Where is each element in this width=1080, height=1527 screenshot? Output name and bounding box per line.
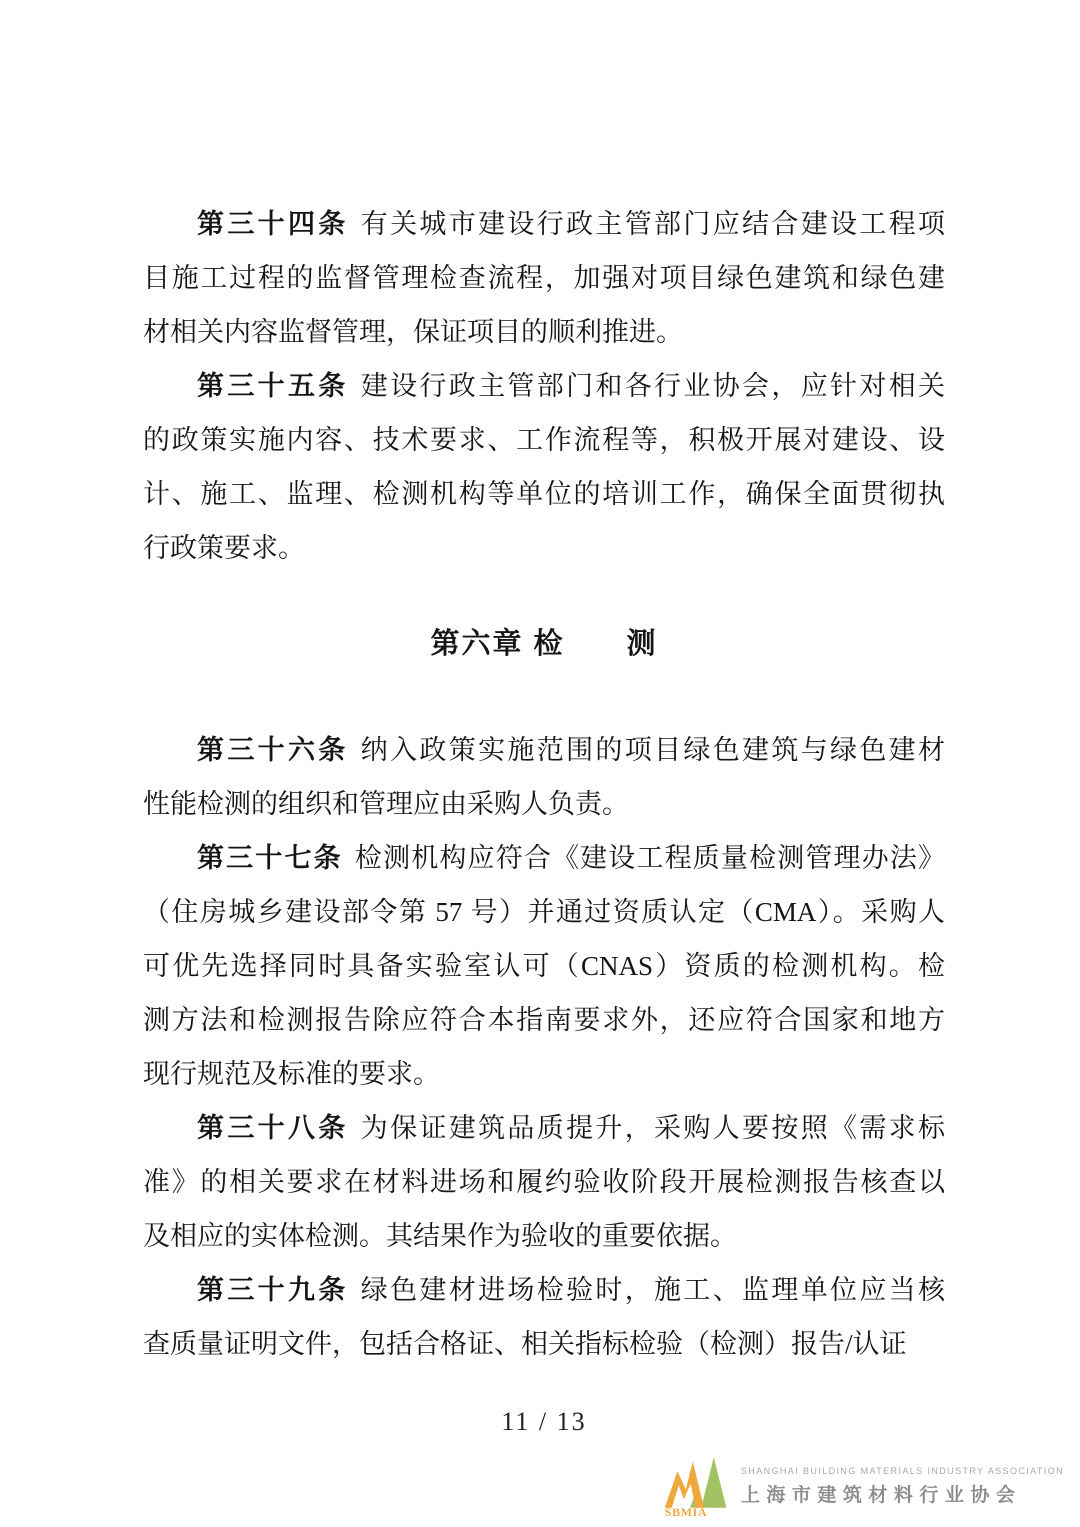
text-line: 性能检测的组织和管理应由采购人负责。 bbox=[143, 789, 629, 819]
text-line: 的政策实施内容、技术要求、工作流程等，积极开展对建设、设 bbox=[143, 425, 945, 455]
text-span: 检测机构应符合《建设工程质量检测管理办法》 bbox=[354, 843, 945, 873]
association-name-en: SHANGHAI BUILDING MATERIALS INDUSTRY ASSOCIATION bbox=[740, 1465, 1064, 1476]
text-line: 行政策要求。 bbox=[143, 533, 305, 563]
article-36-paragraph bbox=[143, 723, 945, 831]
text-line: 计、施工、监理、检测机构等单位的培训工作，确保全面贯彻执 bbox=[143, 479, 945, 509]
page-number: 11 / 13 bbox=[501, 1407, 587, 1436]
text-line bbox=[143, 831, 945, 885]
svg-text:SBMIA: SBMIA bbox=[664, 1505, 708, 1519]
text-span: 纳入政策实施范围的项目绿色建筑与绿色建材 bbox=[360, 735, 945, 765]
text-line: 准》的相关要求在材料进场和履约验收阶段开展检测报告核查以 bbox=[143, 1167, 945, 1197]
text-line: 及相应的实体检测。其结果作为验收的重要依据。 bbox=[143, 1221, 737, 1251]
text-line: 可优先选择同时具备实验室认可（CNAS）资质的检测机构。检 bbox=[143, 951, 945, 981]
article-39-paragraph bbox=[143, 1263, 945, 1371]
article-35-paragraph bbox=[143, 359, 945, 575]
text-line bbox=[143, 723, 945, 777]
text-line: 材相关内容监督管理，保证项目的顺利推进。 bbox=[143, 317, 683, 347]
article-38-term: 第三十八条 bbox=[197, 1113, 349, 1143]
footer-association-brand bbox=[662, 1453, 1064, 1519]
text-line: （住房城乡建设部令第 57 号）并通过资质认定（CMA）。采购人 bbox=[143, 897, 945, 927]
article-34-paragraph bbox=[143, 197, 945, 359]
text-span: 建设行政主管部门和各行业协会，应针对相关 bbox=[360, 371, 945, 401]
text-span: 绿色建材进场检验时，施工、监理单位应当核 bbox=[360, 1275, 945, 1305]
text-line: 现行规范及标准的要求。 bbox=[143, 1059, 440, 1089]
association-name-zh: 上海市建筑材料行业协会 bbox=[740, 1484, 1022, 1506]
article-36-term: 第三十六条 bbox=[197, 735, 349, 765]
text-line: 查质量证明文件，包括合格证、相关指标检验（检测）报告/认证 bbox=[143, 1329, 907, 1359]
article-35-term: 第三十五条 bbox=[197, 371, 349, 401]
chapter-6-heading: 第六章 检 测 bbox=[430, 628, 658, 660]
text-line: 目施工过程的监督管理检查流程，加强对项目绿色建筑和绿色建 bbox=[143, 263, 945, 293]
text-line bbox=[143, 197, 945, 251]
article-34-term: 第三十四条 bbox=[197, 209, 349, 239]
sbmia-logo-icon bbox=[662, 1453, 732, 1519]
article-37-term: 第三十七条 bbox=[197, 843, 343, 873]
text-line bbox=[143, 1101, 945, 1155]
article-37-paragraph bbox=[143, 831, 945, 1101]
text-span: 为保证建筑品质提升，采购人要按照《需求标 bbox=[360, 1113, 945, 1143]
article-38-paragraph bbox=[143, 1101, 945, 1263]
text-span: 有关城市建设行政主管部门应结合建设工程项 bbox=[360, 209, 945, 239]
article-39-term: 第三十九条 bbox=[197, 1275, 349, 1305]
association-name-block bbox=[741, 1466, 1064, 1507]
text-line bbox=[143, 1263, 945, 1317]
text-line: 测方法和检测报告除应符合本指南要求外，还应符合国家和地方 bbox=[143, 1005, 945, 1035]
text-line bbox=[143, 359, 945, 413]
